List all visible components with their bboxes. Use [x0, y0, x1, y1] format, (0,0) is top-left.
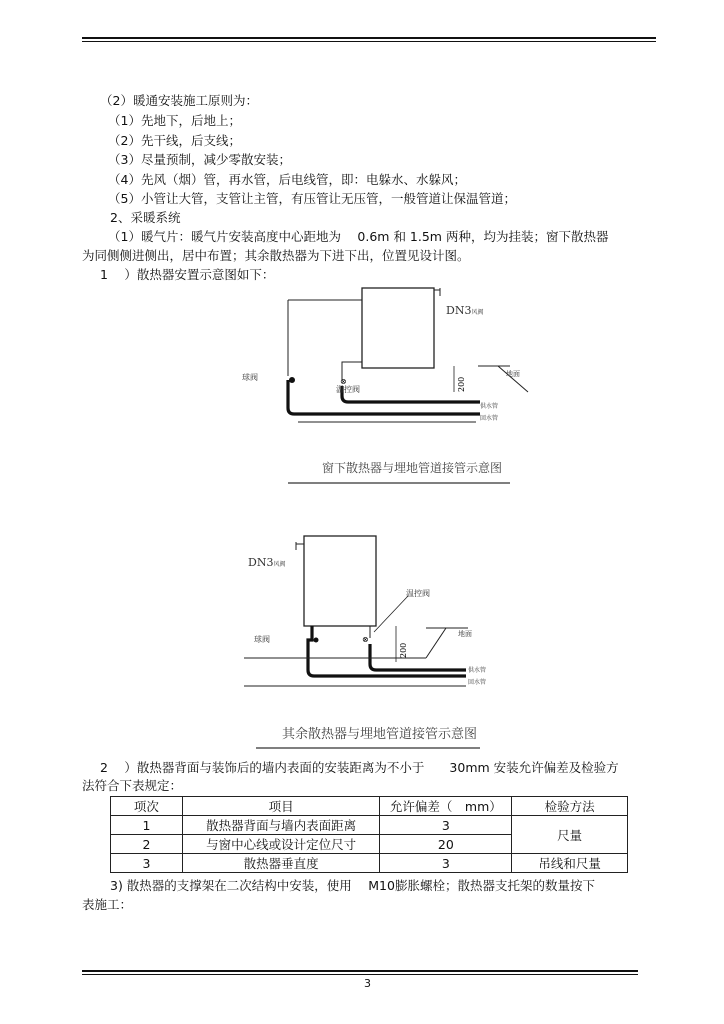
diagram-window-radiator	[180, 280, 620, 495]
radiator-box	[304, 536, 376, 626]
tolerance-table	[110, 796, 628, 873]
table-header-row	[111, 797, 628, 816]
section-heading: 2、采暖系统	[110, 210, 181, 225]
table-header: 项目	[182, 797, 380, 816]
table-cell: 3	[380, 854, 512, 873]
text-line: （2）暖通安装施工原则为：	[100, 93, 258, 108]
dn-label: DN3风阀	[446, 304, 484, 317]
table-cell: 尺量	[512, 816, 628, 854]
text-line: 2 ）散热器背面与装饰后的墙内表面的安装距离为不小于 30mm 安装允许偏差及检验方	[100, 760, 619, 775]
table-cell: 20	[380, 835, 512, 854]
table-row	[111, 816, 628, 835]
diagram-caption: 其余散热器与埋地管道接管示意图	[282, 727, 478, 742]
ball-valve-label: 球阀	[254, 635, 270, 644]
text-line: （3）尽量预制，减少零散安装；	[108, 152, 291, 167]
text-line: 法符合下表规定：	[82, 778, 183, 793]
footer-rule	[82, 970, 638, 972]
header-rule-thin	[82, 41, 656, 42]
control-valve-icon: ⊗	[362, 635, 369, 644]
page-number: 3	[364, 977, 371, 990]
floor-label: 地面	[506, 370, 520, 378]
return-pipe-label: 回水管	[480, 415, 499, 422]
height-label: 200	[399, 642, 408, 658]
header-rule	[82, 37, 656, 39]
table-header: 检验方法	[512, 797, 628, 816]
text-line: 1 ）散热器安置示意图如下：	[100, 267, 275, 282]
radiator-box	[362, 288, 434, 368]
text-line: （2）先干线，后支线；	[108, 133, 241, 148]
table-header: 允许偏差（ mm）	[380, 797, 512, 816]
table-cell: 2	[111, 835, 183, 854]
return-pipe-label: 回水管	[468, 679, 487, 686]
supply-pipe-label: 供水管	[468, 667, 487, 674]
table-cell: 散热器背面与墙内表面距离	[182, 816, 380, 835]
footer-rule-thin	[82, 974, 638, 975]
supply-pipe-label: 供水管	[480, 403, 499, 410]
control-valve-icon: ⊗	[340, 377, 347, 386]
text-line: （4）先风（烟）管，再水管，后电线管，即：电躲水、水躲风；	[108, 172, 466, 187]
text-line: （1）先地下，后地上；	[108, 113, 241, 128]
text-line: （1）暖气片：暖气片安装高度中心距地为 0.6m 和 1.5m 两种，均为挂装；窗下散热器	[108, 229, 609, 244]
control-valve-label: 温控阀	[336, 385, 360, 394]
table-row	[111, 854, 628, 873]
control-valve-label: 温控阀	[406, 589, 430, 598]
text-line: （5）小管让大管，支管让主管，有压管让无压管，一般管道让保温管道；	[108, 191, 516, 206]
height-label: 200	[457, 376, 466, 392]
table-cell: 与窗中心线或设计定位尺寸	[182, 835, 380, 854]
table-cell: 3	[111, 854, 183, 873]
table-cell: 3	[380, 816, 512, 835]
floor-label: 地面	[458, 630, 472, 638]
diagram-caption: 窗下散热器与埋地管道接管示意图	[322, 461, 503, 475]
ball-valve-label: 球阀	[242, 373, 258, 382]
table-cell: 散热器垂直度	[182, 854, 380, 873]
table-cell: 吊线和尺量	[512, 854, 628, 873]
diagram-other-radiator	[236, 530, 506, 752]
table-cell: 1	[111, 816, 183, 835]
text-line: 为同侧侧进侧出，居中布置；其余散热器为下进下出，位置见设计图。	[82, 248, 470, 263]
text-line: 3) 散热器的支撑架在二次结构中安装，使用 M10膨胀螺栓；散热器支托架的数量按下	[110, 878, 595, 893]
text-line: 表施工：	[82, 897, 133, 912]
dn-label: DN3风阀	[248, 556, 286, 569]
table-header: 项次	[111, 797, 183, 816]
